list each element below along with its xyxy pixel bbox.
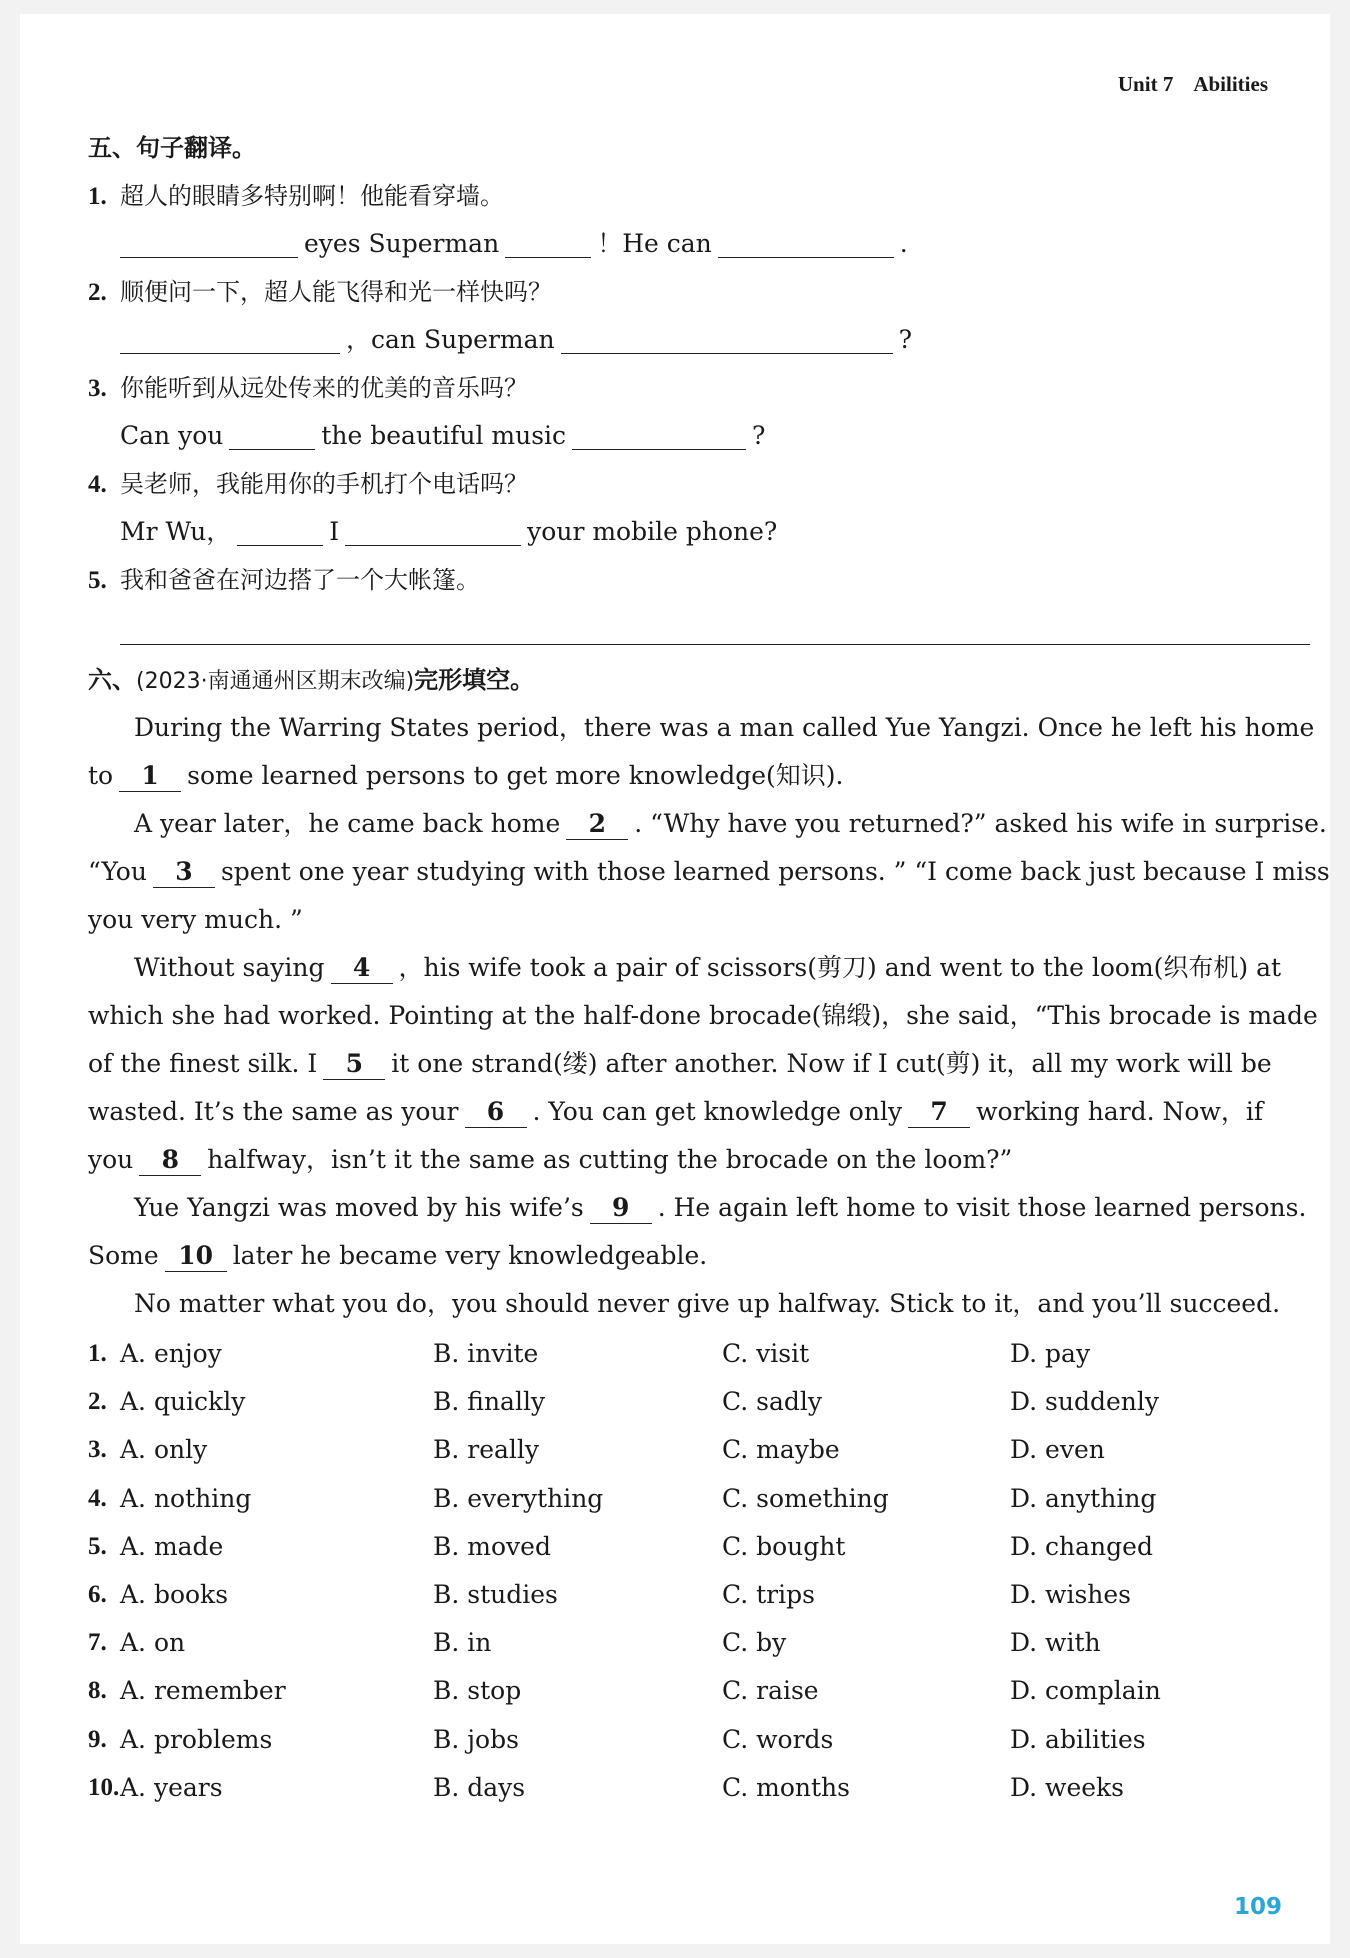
cloze-blank[interactable]: 10 — [165, 1241, 227, 1272]
option-row: 8. A. remember B. stop C. raise D. complain — [88, 1667, 1310, 1715]
option-c[interactable]: C. sadly — [722, 1387, 822, 1417]
section5-title: 五、句子翻译。 — [88, 134, 256, 162]
option-b[interactable]: B. studies — [433, 1579, 558, 1609]
option-a[interactable]: A. books — [120, 1579, 229, 1609]
cloze-blank[interactable]: 7 — [908, 1097, 970, 1128]
unit-title: Abilities — [1193, 72, 1268, 96]
option-row: 7. A. on B. in C. by D. with — [88, 1619, 1310, 1667]
answer-blank[interactable] — [120, 323, 340, 354]
option-a[interactable]: A. remember — [120, 1676, 286, 1706]
cloze-blank[interactable]: 5 — [323, 1049, 385, 1080]
option-b[interactable]: B. days — [433, 1772, 526, 1802]
cloze-blank[interactable]: 6 — [465, 1097, 527, 1128]
section6-title: 六、(2023·南通通州区期末改编)完形填空。 — [88, 666, 535, 694]
cloze-blank[interactable]: 4 — [331, 953, 393, 984]
option-b[interactable]: B. finally — [433, 1387, 546, 1417]
option-row: 2. A. quickly B. finally C. sadly D. suddenly — [88, 1378, 1310, 1426]
option-a[interactable]: A. on — [120, 1628, 186, 1658]
content — [88, 124, 1330, 1812]
option-row: 5. A. made B. moved C. bought D. changed — [88, 1523, 1310, 1571]
option-d[interactable]: D. wishes — [1010, 1579, 1131, 1609]
cloze-blank[interactable]: 9 — [590, 1193, 652, 1224]
option-row: 1. A. enjoy B. invite C. visit D. pay — [88, 1330, 1310, 1378]
answer-blank[interactable] — [505, 227, 591, 258]
cloze-blank[interactable]: 2 — [566, 809, 628, 840]
option-d[interactable]: D. suddenly — [1010, 1387, 1159, 1417]
cloze-blank[interactable]: 1 — [119, 761, 181, 792]
option-d[interactable]: D. pay — [1010, 1339, 1091, 1368]
option-row: 6. A. books B. studies C. trips D. wishes — [88, 1571, 1310, 1619]
answer-blank[interactable] — [561, 323, 893, 354]
option-c[interactable]: C. maybe — [722, 1435, 840, 1465]
option-row: 9. A. problems B. jobs C. words D. abilities — [88, 1716, 1310, 1764]
answer-blank[interactable] — [345, 515, 521, 546]
option-a[interactable]: A. problems — [120, 1724, 273, 1754]
option-b[interactable]: B. really — [433, 1435, 540, 1465]
answer-blank[interactable] — [237, 515, 323, 546]
s5-item-5: 5. 我和爸爸在河边搭了一个大帐篷。 — [88, 566, 480, 594]
option-a[interactable]: A. only — [120, 1435, 208, 1465]
answer-blank[interactable] — [229, 419, 315, 450]
option-b[interactable]: B. in — [433, 1628, 492, 1658]
answer-blank[interactable] — [718, 227, 894, 258]
option-d[interactable]: D. anything — [1010, 1483, 1157, 1513]
option-d[interactable]: D. abilities — [1010, 1724, 1146, 1754]
option-a[interactable]: A. made — [120, 1531, 224, 1561]
option-b[interactable]: B. everything — [433, 1483, 604, 1513]
option-b[interactable]: B. jobs — [433, 1724, 519, 1754]
option-d[interactable]: D. complain — [1010, 1676, 1161, 1706]
option-a[interactable]: A. nothing — [120, 1483, 252, 1513]
option-c[interactable]: C. trips — [722, 1579, 815, 1609]
option-d[interactable]: D. weeks — [1010, 1772, 1125, 1802]
page — [20, 14, 1330, 1944]
answer-blank[interactable] — [572, 419, 746, 450]
cloze-passage: During the Warring States period，there was a man called Yue Yangzi. Once he left his home to 1 some learned persons to get more knowledge(知识). A year later，he came back home 2 . “Why have you returned?” asked his wife in surprise. “You 3 spent one year studying with those learned persons. ” “I come back just because I miss you very much. ” Without saying 4 ，his wife took a pair of scissors(剪刀) and went to the loom(织布机) at which she had worked. Pointing at the half-done brocade(锦缎)，she said，“This brocade is made of the finest silk. I 5 it one strand(缕) after another. Now if I cut(剪) it，all my work will be wasted. It’s the same as your 6 . You can get knowledge only 7 working hard. Now，if you 8 halfway，isn’t it the same as cutting the brocade on the loom?” Yue Yangzi was moved by his wife’s 9 . He again left home to visit those learned persons. Some 10 later he became very knowledgeable. No matter what you do，you should never give up halfway. Stick to it，and you’ll succeed. — [88, 713, 1330, 1318]
s5-answer-1: eyes Superman ！He can . — [88, 220, 1310, 268]
s5-answer-4: Mr Wu， I your mobile phone? — [120, 517, 778, 546]
s5-answer-5 — [88, 604, 1310, 652]
option-c[interactable]: C. visit — [722, 1339, 810, 1368]
s5-item-2: 2. 顺便问一下，超人能飞得和光一样快吗？ — [88, 278, 552, 306]
option-row: 10. A. years B. days C. months D. weeks — [88, 1764, 1310, 1812]
answer-blank[interactable] — [120, 227, 298, 258]
option-row: 4. A. nothing B. everything C. something D. anything — [88, 1475, 1310, 1523]
option-d[interactable]: D. even — [1010, 1435, 1105, 1465]
option-a[interactable]: A. enjoy — [120, 1339, 222, 1368]
s5-item-4: 4. 吴老师，我能用你的手机打个电话吗？ — [88, 470, 528, 498]
s5-item-3: 3. 你能听到从远处传来的优美的音乐吗？ — [88, 374, 528, 402]
cloze-blank[interactable]: 3 — [153, 857, 215, 888]
option-c[interactable]: C. words — [722, 1724, 834, 1754]
option-b[interactable]: B. invite — [433, 1339, 539, 1368]
option-b[interactable]: B. stop — [433, 1676, 522, 1706]
option-d[interactable]: D. changed — [1010, 1531, 1153, 1561]
option-b[interactable]: B. moved — [433, 1531, 551, 1561]
options-list — [88, 1330, 1310, 1812]
option-c[interactable]: C. bought — [722, 1531, 846, 1561]
option-d[interactable]: D. with — [1010, 1628, 1101, 1658]
option-a[interactable]: A. years — [120, 1772, 223, 1802]
cloze-blank[interactable]: 8 — [139, 1145, 201, 1176]
running-header — [40, 72, 1330, 97]
option-c[interactable]: C. months — [722, 1772, 850, 1802]
page-number: 109 — [1233, 1894, 1282, 1920]
option-c[interactable]: C. something — [722, 1483, 889, 1513]
option-a[interactable]: A. quickly — [120, 1387, 246, 1417]
s5-answer-3: Can you the beautiful music ? — [120, 421, 766, 450]
option-c[interactable]: C. raise — [722, 1676, 819, 1706]
answer-line[interactable] — [120, 644, 1310, 645]
s5-item-1: 1. 超人的眼睛多特别啊！他能看穿墙。 — [88, 182, 504, 210]
s5-answer-2: ，can Superman ? — [88, 316, 1310, 364]
option-c[interactable]: C. by — [722, 1628, 787, 1658]
option-row: 3. A. only B. really C. maybe D. even — [88, 1426, 1310, 1474]
unit-label: Unit 7 — [1117, 72, 1174, 96]
